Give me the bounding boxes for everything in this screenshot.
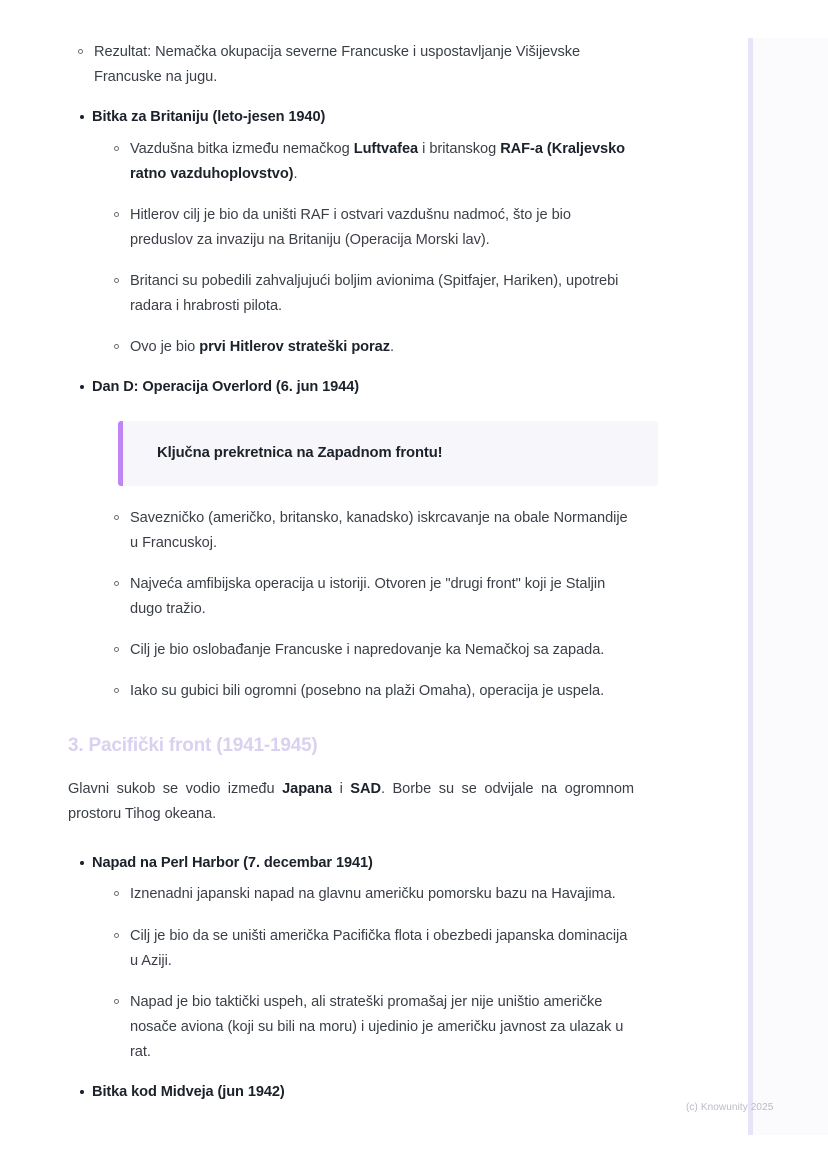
- bold-text-run: Luftvafea: [353, 140, 419, 157]
- text-run: Britanci su pobedili zahvaljujući boljim avionima (Spitfajer, Hariken), upotrebi radara i hrabrosti pilota.: [130, 273, 619, 315]
- text-run: Ovo je bio: [130, 339, 200, 356]
- list-item: [104, 506, 634, 556]
- pacific-front-intro-paragraph: [68, 777, 634, 828]
- list-item: [104, 679, 634, 704]
- key-takeaway-callout: [118, 421, 658, 486]
- list-item-heading: [68, 1081, 634, 1104]
- list-item: [104, 572, 634, 622]
- pearl-harbor-section: [68, 852, 634, 1065]
- text-run: i: [332, 781, 351, 798]
- text-run: i britanskog: [418, 140, 501, 157]
- list-item: [104, 269, 634, 319]
- text-run: Najveća amfibijska operacija u istoriji. Otvoren je "drugi front" koji je Staljin dugo tražio.: [130, 575, 606, 618]
- list-item: [104, 335, 634, 360]
- list-item-heading: [68, 376, 634, 704]
- list-item: [68, 40, 634, 90]
- list-item-heading: [68, 106, 634, 360]
- text-run: Iako su gubici bili ogromni (posebno na plaži Omaha), operacija je uspela.: [130, 683, 605, 700]
- list-item: [104, 882, 634, 907]
- bold-text-run: RAF-a (Kraljevsko ratno vazduhoplovstvo): [130, 140, 626, 182]
- text-run: . Borbe su se odvijale na ogromnom prostoru Tihog okeana.: [68, 781, 634, 823]
- heading-text: Bitka kod Midveja (jun 1942): [92, 1083, 285, 1100]
- heading-text: Dan D: Operacija Overlord (6. jun 1944): [92, 379, 359, 396]
- battle-of-britain-section: [68, 106, 634, 360]
- text-run: Cilj je bio da se uništi američka Pacifička flota i obezbedi japanska dominacija u Aziji.: [130, 927, 628, 969]
- list-item: [104, 990, 634, 1065]
- sub-list-wrapper: [104, 506, 634, 705]
- text-run: Glavni sukob se vodio između: [68, 781, 283, 798]
- heading-text: Bitka za Britaniju (leto-jesen 1940): [92, 109, 326, 126]
- callout-text: Ključna prekretnica na Zapadnom frontu!: [157, 445, 443, 462]
- text-run: Iznenadni japanski napad na glavnu američku pomorsku bazu na Havajima.: [130, 886, 616, 903]
- text-run: Vazdušna bitka između nemačkog: [130, 140, 354, 157]
- text-run: Napad je bio taktički uspeh, ali strateški promašaj jer nije uništio američke nosače aviona (koji su bili na moru) i ujedinio je američku javnost za ulazak u rat.: [130, 993, 624, 1060]
- copyright-watermark: (c) Knowunity 2025: [686, 1102, 774, 1113]
- bold-text-run: SAD: [350, 781, 381, 798]
- heading-text: Napad na Perl Harbor (7. decembar 1941): [92, 854, 373, 871]
- bold-text-run: Japana: [282, 781, 333, 798]
- text-run: .: [390, 339, 395, 356]
- list-item: [104, 924, 634, 974]
- battle-of-britain-items: [104, 137, 634, 361]
- bold-text-run: prvi Hitlerov strateški poraz: [199, 339, 390, 356]
- text-run: .: [293, 165, 298, 182]
- section-heading-pacific-front: 3. Pacifički front (1941-1945): [68, 735, 318, 757]
- day-d-items: [104, 506, 634, 705]
- pearl-harbor-items: [104, 882, 634, 1065]
- list-item: [104, 638, 634, 663]
- midway-section: [68, 1081, 634, 1104]
- list-item-text: Rezultat: Nemačka okupacija severne Francuske i uspostavljanje Višijevske Francuske na jugu.: [94, 44, 581, 86]
- list-item: [104, 203, 634, 253]
- text-run: Cilj je bio oslobađanje Francuske i napredovanje ka Nemačkoj sa zapada.: [130, 642, 605, 659]
- list-item: [104, 137, 634, 187]
- list-item-heading: [68, 852, 634, 1065]
- continuation-list: [68, 40, 634, 90]
- text-run: Hitlerov cilj je bio da uništi RAF i ostvari vazdušnu nadmoć, što je bio preduslov za invaziju na Britaniju (Operacija Morski lav).: [130, 206, 571, 249]
- sub-list-wrapper: [104, 882, 634, 1065]
- day-d-section: [68, 376, 634, 704]
- page-edge-panel: [753, 38, 828, 1135]
- document-content: [68, 0, 634, 1110]
- sub-list-wrapper: [104, 137, 634, 361]
- text-run: Savezničko (američko, britansko, kanadsko) iskrcavanje na obale Normandije u Francuskoj.: [130, 509, 628, 551]
